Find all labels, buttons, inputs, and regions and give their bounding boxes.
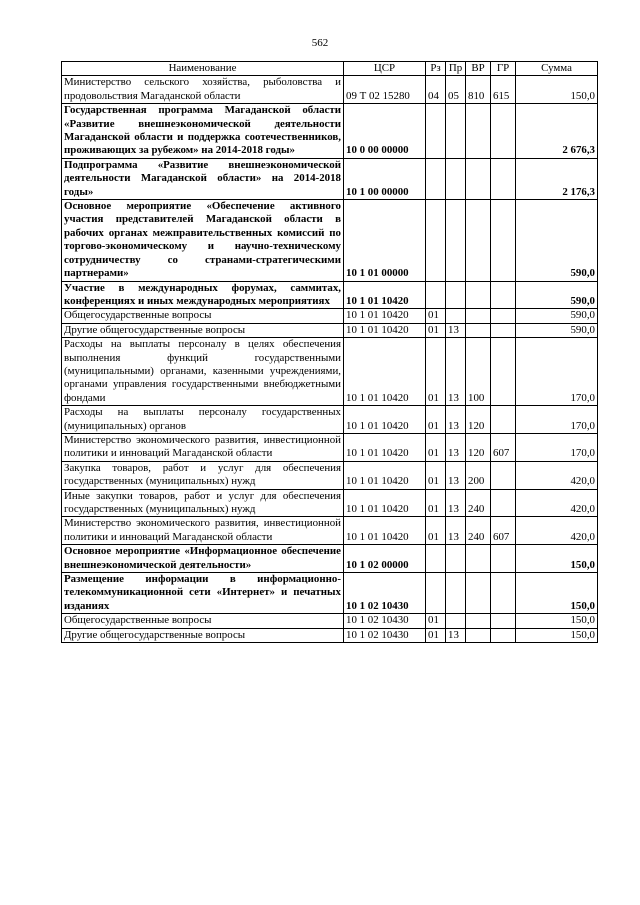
cell-sum: 420,0 bbox=[516, 489, 598, 517]
cell-pr: 13 bbox=[446, 461, 466, 489]
header-csr: ЦСР bbox=[344, 62, 426, 76]
cell-sum: 2 676,3 bbox=[516, 104, 598, 159]
cell-sum: 150,0 bbox=[516, 76, 598, 104]
cell-pr bbox=[446, 614, 466, 628]
cell-pr bbox=[446, 104, 466, 159]
page-number: 562 bbox=[311, 37, 329, 49]
cell-vr: 120 bbox=[466, 433, 491, 461]
table-row bbox=[62, 309, 598, 323]
cell-pr: 13 bbox=[446, 628, 466, 642]
cell-name: Расходы на выплаты персоналу государственных (муниципальных) органов bbox=[62, 406, 344, 434]
table-row bbox=[62, 614, 598, 628]
cell-gr: 615 bbox=[491, 76, 516, 104]
cell-sum: 590,0 bbox=[516, 323, 598, 337]
header-sum: Сумма bbox=[516, 62, 598, 76]
cell-sum: 170,0 bbox=[516, 406, 598, 434]
cell-csr: 10 1 02 00000 bbox=[344, 545, 426, 573]
cell-vr bbox=[466, 200, 491, 281]
cell-rz bbox=[426, 200, 446, 281]
table-row bbox=[62, 104, 598, 159]
table-header-row bbox=[62, 62, 598, 76]
header-gr: ГР bbox=[491, 62, 516, 76]
cell-gr bbox=[491, 406, 516, 434]
table-row bbox=[62, 489, 598, 517]
cell-pr: 13 bbox=[446, 517, 466, 545]
cell-rz bbox=[426, 104, 446, 159]
cell-sum: 150,0 bbox=[516, 614, 598, 628]
cell-csr: 10 1 01 10420 bbox=[344, 281, 426, 309]
cell-pr: 13 bbox=[446, 406, 466, 434]
cell-sum: 590,0 bbox=[516, 281, 598, 309]
cell-vr bbox=[466, 323, 491, 337]
cell-gr bbox=[491, 323, 516, 337]
table-body bbox=[62, 76, 598, 643]
cell-gr bbox=[491, 281, 516, 309]
cell-name: Основное мероприятие «Информационное обеспечение внешнеэкономической деятельности» bbox=[62, 545, 344, 573]
cell-sum: 590,0 bbox=[516, 309, 598, 323]
cell-csr: 10 1 01 10420 bbox=[344, 309, 426, 323]
cell-csr: 10 1 01 10420 bbox=[344, 489, 426, 517]
cell-csr: 10 0 00 00000 bbox=[344, 104, 426, 159]
cell-gr: 607 bbox=[491, 517, 516, 545]
cell-vr: 810 bbox=[466, 76, 491, 104]
cell-name: Закупка товаров, работ и услуг для обеспечения государственных (муниципальных) нужд bbox=[62, 461, 344, 489]
cell-name: Основное мероприятие «Обеспечение активного участия представителей Магаданской области в рабочих органах межправительственных комиссий по торгово-экономическому и научно-техническому сотрудничеству со странами-стратегическими партнерами» bbox=[62, 200, 344, 281]
cell-sum: 150,0 bbox=[516, 628, 598, 642]
cell-rz: 01 bbox=[426, 517, 446, 545]
cell-gr bbox=[491, 158, 516, 199]
cell-vr: 100 bbox=[466, 338, 491, 406]
cell-rz bbox=[426, 573, 446, 614]
cell-name: Участие в международных форумах, саммитах, конференциях и иных международных мероприятиях bbox=[62, 281, 344, 309]
cell-pr bbox=[446, 573, 466, 614]
cell-csr: 10 1 02 10430 bbox=[344, 573, 426, 614]
table-row bbox=[62, 406, 598, 434]
cell-vr bbox=[466, 573, 491, 614]
cell-pr bbox=[446, 200, 466, 281]
cell-gr bbox=[491, 545, 516, 573]
header-rz: Рз bbox=[426, 62, 446, 76]
cell-rz bbox=[426, 545, 446, 573]
cell-sum: 170,0 bbox=[516, 433, 598, 461]
cell-vr bbox=[466, 309, 491, 323]
cell-csr: 10 1 01 10420 bbox=[344, 406, 426, 434]
cell-pr bbox=[446, 281, 466, 309]
cell-sum: 150,0 bbox=[516, 545, 598, 573]
cell-name: Общегосударственные вопросы bbox=[62, 614, 344, 628]
table-row bbox=[62, 338, 598, 406]
cell-gr bbox=[491, 338, 516, 406]
table-row bbox=[62, 461, 598, 489]
cell-name: Министерство сельского хозяйства, рыболовства и продовольствия Магаданской области bbox=[62, 76, 344, 104]
cell-gr: 607 bbox=[491, 433, 516, 461]
cell-rz: 01 bbox=[426, 614, 446, 628]
cell-vr bbox=[466, 614, 491, 628]
table-row bbox=[62, 433, 598, 461]
cell-vr: 240 bbox=[466, 517, 491, 545]
cell-name: Другие общегосударственные вопросы bbox=[62, 323, 344, 337]
header-name: Наименование bbox=[62, 62, 344, 76]
cell-rz bbox=[426, 281, 446, 309]
cell-csr: 10 1 01 10420 bbox=[344, 461, 426, 489]
cell-vr: 240 bbox=[466, 489, 491, 517]
cell-gr bbox=[491, 573, 516, 614]
cell-pr bbox=[446, 158, 466, 199]
table-row bbox=[62, 517, 598, 545]
cell-pr bbox=[446, 545, 466, 573]
cell-gr bbox=[491, 461, 516, 489]
cell-gr bbox=[491, 628, 516, 642]
cell-rz: 01 bbox=[426, 628, 446, 642]
table-row bbox=[62, 281, 598, 309]
cell-gr bbox=[491, 309, 516, 323]
cell-sum: 170,0 bbox=[516, 338, 598, 406]
table-row bbox=[62, 628, 598, 642]
cell-csr: 10 1 01 10420 bbox=[344, 323, 426, 337]
cell-gr bbox=[491, 489, 516, 517]
cell-name: Министерство экономического развития, инвестиционной политики и инноваций Магаданской области bbox=[62, 433, 344, 461]
cell-sum: 2 176,3 bbox=[516, 158, 598, 199]
cell-rz: 04 bbox=[426, 76, 446, 104]
table-row bbox=[62, 76, 598, 104]
cell-name: Министерство экономического развития, инвестиционной политики и инноваций Магаданской области bbox=[62, 517, 344, 545]
cell-rz: 01 bbox=[426, 489, 446, 517]
cell-gr bbox=[491, 614, 516, 628]
cell-csr: 09 Т 02 15280 bbox=[344, 76, 426, 104]
cell-rz: 01 bbox=[426, 323, 446, 337]
cell-sum: 590,0 bbox=[516, 200, 598, 281]
cell-vr bbox=[466, 628, 491, 642]
cell-sum: 420,0 bbox=[516, 461, 598, 489]
table-row bbox=[62, 573, 598, 614]
cell-rz: 01 bbox=[426, 461, 446, 489]
header-pr: Пр bbox=[446, 62, 466, 76]
cell-rz bbox=[426, 158, 446, 199]
cell-rz: 01 bbox=[426, 406, 446, 434]
cell-vr bbox=[466, 158, 491, 199]
cell-csr: 10 1 02 10430 bbox=[344, 628, 426, 642]
cell-pr: 13 bbox=[446, 433, 466, 461]
cell-name: Расходы на выплаты персоналу в целях обеспечения выполнения функций государственными (муниципальными) органами, казенными учреждениями, органами управления государственными внебюджетными фондами bbox=[62, 338, 344, 406]
cell-csr: 10 1 01 10420 bbox=[344, 338, 426, 406]
cell-name: Подпрограмма «Развитие внешнеэкономической деятельности Магаданской области» на 2014-2018 годы» bbox=[62, 158, 344, 199]
cell-vr: 120 bbox=[466, 406, 491, 434]
cell-name: Государственная программа Магаданской области «Развитие внешнеэкономической деятельности Магаданской области и поддержка соотечественников, проживающих за рубежом» на 2014-2018 годы» bbox=[62, 104, 344, 159]
budget-table bbox=[61, 61, 598, 643]
cell-pr: 13 bbox=[446, 338, 466, 406]
cell-rz: 01 bbox=[426, 338, 446, 406]
cell-csr: 10 1 00 00000 bbox=[344, 158, 426, 199]
cell-csr: 10 1 01 10420 bbox=[344, 517, 426, 545]
cell-vr bbox=[466, 281, 491, 309]
cell-csr: 10 1 01 10420 bbox=[344, 433, 426, 461]
cell-pr: 13 bbox=[446, 323, 466, 337]
cell-pr: 05 bbox=[446, 76, 466, 104]
cell-name: Общегосударственные вопросы bbox=[62, 309, 344, 323]
cell-gr bbox=[491, 200, 516, 281]
cell-sum: 150,0 bbox=[516, 573, 598, 614]
header-vr: ВР bbox=[466, 62, 491, 76]
cell-pr bbox=[446, 309, 466, 323]
table-row bbox=[62, 323, 598, 337]
cell-name: Иные закупки товаров, работ и услуг для обеспечения государственных (муниципальных) нужд bbox=[62, 489, 344, 517]
table-row bbox=[62, 545, 598, 573]
cell-rz: 01 bbox=[426, 309, 446, 323]
cell-csr: 10 1 02 10430 bbox=[344, 614, 426, 628]
table-row bbox=[62, 200, 598, 281]
cell-vr bbox=[466, 104, 491, 159]
table-row bbox=[62, 158, 598, 199]
cell-sum: 420,0 bbox=[516, 517, 598, 545]
cell-vr: 200 bbox=[466, 461, 491, 489]
cell-gr bbox=[491, 104, 516, 159]
cell-name: Другие общегосударственные вопросы bbox=[62, 628, 344, 642]
cell-vr bbox=[466, 545, 491, 573]
cell-rz: 01 bbox=[426, 433, 446, 461]
cell-csr: 10 1 01 00000 bbox=[344, 200, 426, 281]
cell-pr: 13 bbox=[446, 489, 466, 517]
cell-name: Размещение информации в информационно-телекоммуникационной сети «Интернет» и печатных изданиях bbox=[62, 573, 344, 614]
